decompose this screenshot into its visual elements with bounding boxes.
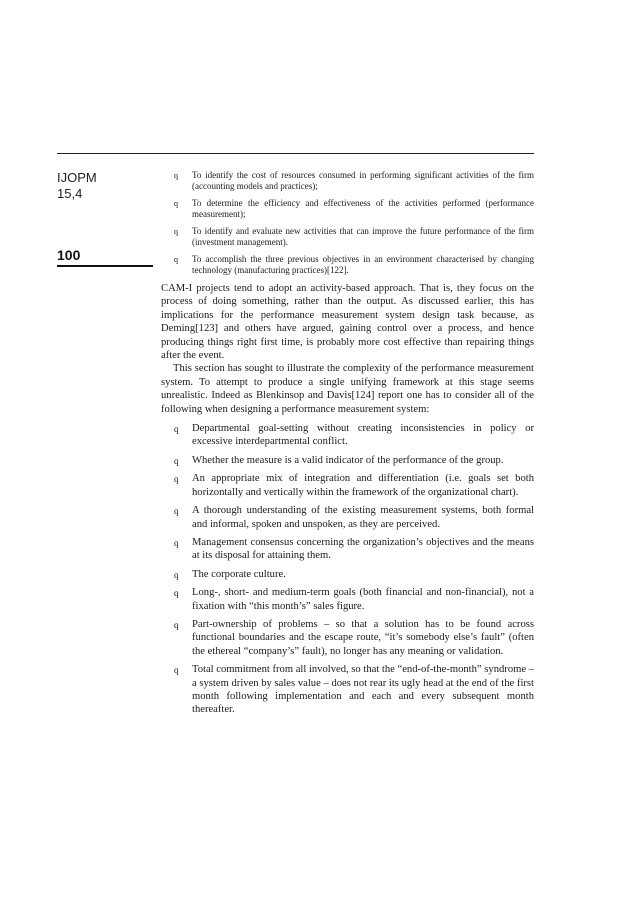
list-item-text: Management consensus concerning the organization’s objectives and the means at its disposal for attaining them. <box>192 536 534 562</box>
page-number: 100 <box>57 247 81 263</box>
paragraph: This section has sought to illustrate the complexity of the performance measurement system. To attempt to produce a single unifying framework at this stage seems unrealistic. Indeed as Blenkinsop and Davis[124] report one has to consider all of the following when designing a performance measurement system: <box>161 363 534 415</box>
list-item <box>161 568 534 581</box>
list-item-text: Total commitment from all involved, so that the “end-of-the-month” syndrome – a system driven by sales value – does not rear its ugly head at the end of the first month following implementation and each and every subsequent month thereafter. <box>192 664 534 716</box>
list-item-text: A thorough understanding of the existing measurement systems, both formal and informal, spoken and unspoken, as they are perceived. <box>192 505 534 530</box>
list-item <box>161 504 534 531</box>
list-item-text: An appropriate mix of integration and differentiation (i.e. goals set both horizontally and vertically within the framework of the organizational chart). <box>192 473 534 498</box>
list-item <box>161 586 534 613</box>
considerations-list <box>161 422 534 717</box>
margin-column <box>57 170 153 263</box>
main-text <box>161 170 534 722</box>
page-number-rule <box>57 265 153 267</box>
list-item <box>161 254 534 276</box>
list-item-text: To determine the efficiency and effectiveness of the activities performed (performance measurement); <box>192 198 534 219</box>
bullet-icon: q <box>174 455 179 466</box>
bullet-icon: q <box>174 199 178 208</box>
list-item <box>161 472 534 499</box>
journal-name: IJOPM <box>57 170 97 185</box>
list-item <box>161 170 534 192</box>
list-item-text: To accomplish the three previous objectives in an environment characterised by changing technology (manufacturing practices)[122]. <box>192 254 534 275</box>
paragraph: CAM-I projects tend to adopt an activity-based approach. That is, they focus on the process of doing something, rather than the output. As discussed earlier, this has implications for the performance measurement system design task because, as Deming[123] and others have argued, gaining control over a process, and hence producing things right first time, is probably more cost effective than repairing things after the event. <box>161 283 534 362</box>
list-item <box>161 226 534 248</box>
bullet-icon: q <box>174 665 179 676</box>
list-item <box>161 618 534 658</box>
bullet-icon: q <box>174 619 179 630</box>
list-item-text: Part-ownership of problems – so that a solution has to be found across functional boundaries and the escape route, “it’s somebody else’s fault” (often the ethereal “company’s” fault), no longer has any meaning or validation. <box>192 618 534 657</box>
objectives-list <box>161 170 534 276</box>
bullet-icon: q <box>174 227 178 236</box>
list-item <box>161 198 534 220</box>
bullet-icon: q <box>174 537 179 548</box>
list-item <box>161 422 534 449</box>
list-item-text: Whether the measure is a valid indicator of the performance of the group. <box>192 454 504 466</box>
list-item-text: Departmental goal-setting without creating inconsistencies in policy or excessive interdepartmental conflict. <box>192 423 534 448</box>
bullet-icon: q <box>174 171 178 180</box>
bullet-icon: q <box>174 424 179 435</box>
header-rule <box>57 153 534 154</box>
bullet-icon: q <box>174 588 179 599</box>
list-item-text: To identify the cost of resources consumed in performing significant activities of the firm (accounting models and practices); <box>192 170 534 191</box>
list-item <box>161 536 534 563</box>
list-item-text: To identify and evaluate new activities that can improve the future performance of the firm (investment management). <box>192 226 534 247</box>
list-item-text: Long-, short- and medium-term goals (both financial and non-financial), not a fixation with “this month’s” sales figure. <box>192 587 534 612</box>
bullet-icon: q <box>174 474 179 485</box>
bullet-icon: q <box>174 506 179 517</box>
bullet-icon: q <box>174 255 178 264</box>
journal-volume: 15,4 <box>57 186 83 201</box>
list-item-text: The corporate culture. <box>192 568 286 580</box>
list-item <box>161 454 534 467</box>
bullet-icon: q <box>174 569 179 580</box>
list-item <box>161 663 534 717</box>
